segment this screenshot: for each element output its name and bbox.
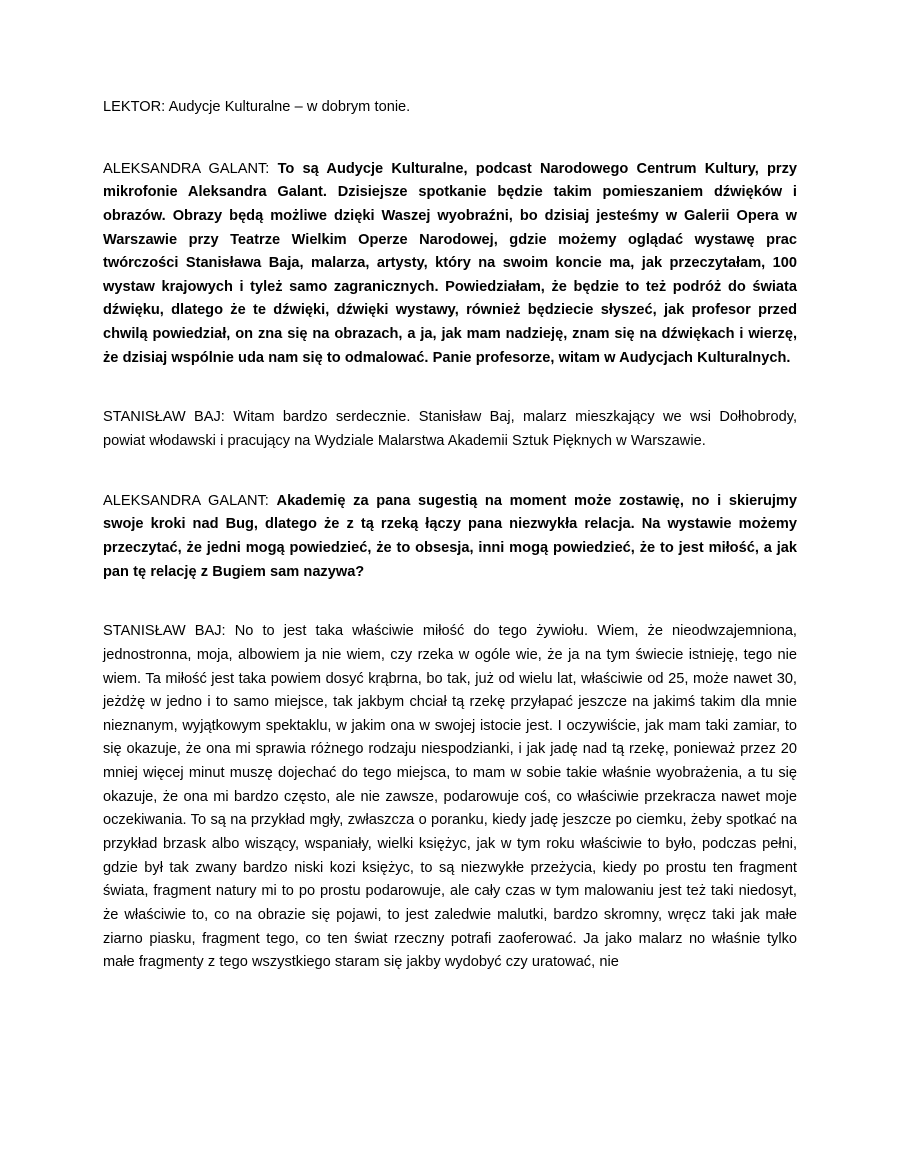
paragraph-stanislaw-baj-1: STANISŁAW BAJ: Witam bardzo serdecznie. Stanisław Baj, malarz mieszkający we wsi Dołhobrody, powiat włodawski i pracujący na Wydziale Malarstwa Akademii Sztuk Pięknych w Warszawie. [103, 409, 797, 450]
paragraph-spacer [103, 584, 797, 620]
paragraph-text-aleksandra-galant-2: Akademię za pana sugestią na moment może zostawię, no i skierujmy swoje kroki nad Bug, dlatego że z tą rzeką łączy pana niezwykła relacja. Na wystawie możemy przeczytać, że jedni mogą powiedzieć, że to obsesja, inni mogą powiedzieć, że to jest miłość, a jak pan tę relację z Bugiem sam nazywa? [103, 492, 798, 580]
paragraph-spacer [103, 454, 797, 490]
paragraph-aleksandra-galant-2 [103, 490, 797, 585]
paragraph-lektor: LEKTOR: Audycje Kulturalne – w dobrym tonie. [103, 99, 411, 115]
paragraph-stanislaw-baj-2: STANISŁAW BAJ: No to jest taka właściwie miłość do tego żywiołu. Wiem, że nieodwzajemniona, jednostronna, moja, albowiem ja nie wiem, czy rzeka w ogóle wie, że ja na tym świecie istnieję, tego nie wiem. Ta miłość jest taka powiem dosyć krąbrna, bo tak, już od wielu lat, właściwie od 25, może nawet 30, jeżdżę w jedno i to samo miejsce, tak jakbym chciał tą rzekę przyłapać jeszcze na jakimś takim dla mnie nieznanym, wyjątkowym spektaklu, w jakim ona w swojej istocie jest. I oczywiście, jak mam taki zamiar, to się okazuje, że ona mi sprawia różnego rodzaju niespodzianki, i jak jadę nad tą rzekę, ponieważ przez 20 mniej więcej minut muszę dojechać do tego miejsca, to mam w sobie takie właśnie wyobrażenia, a tu się okazuje, że ona mi bardzo często, ale nie zawsze, podarowuje coś, co właściwie przekracza nawet moje oczekiwania. To są na przykład mgły, zwłaszcza o poranku, kiedy jadę jeszcze po ciemku, żeby spotkać na przykład brzask albo wiszący, wspaniały, wielki księżyc, jak w tym roku właściwie to było, podczas pełni, gdzie był tak zwany bardzo niski kozi księżyc, to są niezwykłe przeżycia, kiedy po prostu ten fragment świata, fragment natury mi to po prostu podarowuje, ale cały czas w tym malowaniu jest też taki niedosyt, że właściwie to, co na obrazie się pojawi, to jest zaledwie malutki, bardzo skromny, wręcz taki jak małe ziarno piasku, fragment tego, co ten świat rzeczny potrafi zaoferować. Ja jako malarz no właśnie tylko małe fragmenty z tego wszystkiego staram się jakby wydobyć czy uratować, nie [103, 623, 797, 971]
paragraph-spacer [103, 370, 797, 406]
speaker-label-aleksandra-galant-2: ALEKSANDRA GALANT: [103, 492, 277, 509]
speaker-label-aleksandra-galant-1: ALEKSANDRA GALANT: [103, 160, 278, 177]
paragraph-text-aleksandra-galant-1: To są Audycje Kulturalne, podcast Narodowego Centrum Kultury, przy mikrofonie Aleksandra Galant. Dzisiejsze spotkanie będzie takim pomieszaniem dźwięków i obrazów. Obrazy będą możliwe dzięki Waszej wyobraźni, bo dzisiaj jesteśmy w Galerii Opera w Warszawie przy Teatrze Wielkim Operze Narodowej, gdzie możemy oglądać wystawę prac twórczości Stanisława Baja, malarza, artysty, który na swoim koncie ma, jak przeczytałam, 100 wystaw krajowych i tyleż samo zagranicznych. Powiedziałam, że będzie to też podróż do świata dźwięku, dlatego że te dźwięki, dźwięki wystawy, również będziecie słyszeć, jak profesor przed chwilą powiedział, on zna się na obrazach, a ja, jak mam nadzieję, znam się na dźwiękach i wierzę, że dzisiaj wspólnie uda nam się to odmalować. Panie profesorze, witam w Audycjach Kulturalnych. [103, 160, 797, 366]
paragraph-spacer [103, 120, 797, 158]
paragraph-aleksandra-galant-1 [103, 158, 797, 371]
document-body [103, 96, 797, 975]
